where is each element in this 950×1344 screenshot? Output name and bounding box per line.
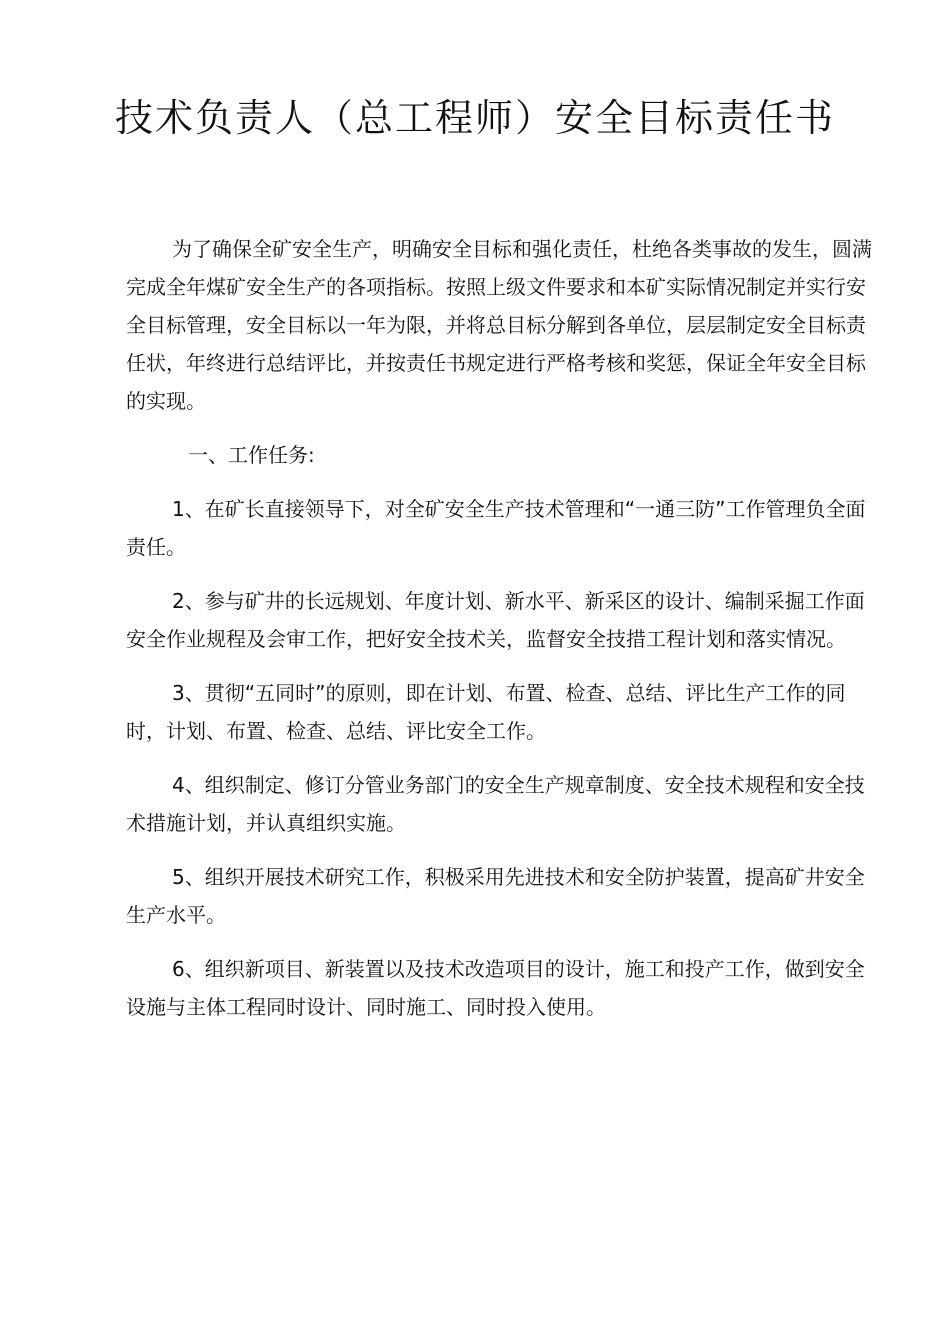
list-item: 4、组织制定、修订分管业务部门的安全生产规章制度、安全技术规程和安全技术措施计划，并认真组织实施。 [126,773,865,835]
list-item: 1、在矿长直接领导下，对全矿安全生产技术管理和“一通三防”工作管理负全面责任。 [126,497,866,559]
list-item: 3、贯彻“五同时”的原则，即在计划、布置、检查、总结、评比生产工作的同时，计划、布置、检查、总结、评比安全工作。 [126,681,846,743]
intro-paragraph: 为了确保全矿安全生产，明确安全目标和强化责任，杜绝各类事故的发生，圆满完成全年煤矿安全生产的各项指标。按照上级文件要求和本矿实际情况制定并实行安全目标管理，安全目标以一年为限，并将总目标分解到各单位，层层制定安全目标责任状，年终进行总结评比，并按责任书规定进行严格考核和奖惩，保证全年安全目标的实现。 [126,237,872,413]
list-item: 2、参与矿井的长远规划、年度计划、新水平、新采区的设计、编制采掘工作面安全作业规程及会审工作，把好安全技术关，监督安全技措工程计划和落实情况。 [126,589,865,651]
document-body [126,230,872,1042]
section-heading: 一、工作任务: [188,443,315,467]
list-item: 5、组织开展技术研究工作，积极采用先进技术和安全防护装置，提高矿井安全生产水平。 [126,865,865,927]
list-item: 6、组织新项目、新装置以及技术改造项目的设计，施工和投产工作，做到安全设施与主体工程同时设计、同时施工、同时投入使用。 [126,957,865,1019]
document-title: 技术负责人（总工程师）安全目标责任书 [114,96,835,140]
